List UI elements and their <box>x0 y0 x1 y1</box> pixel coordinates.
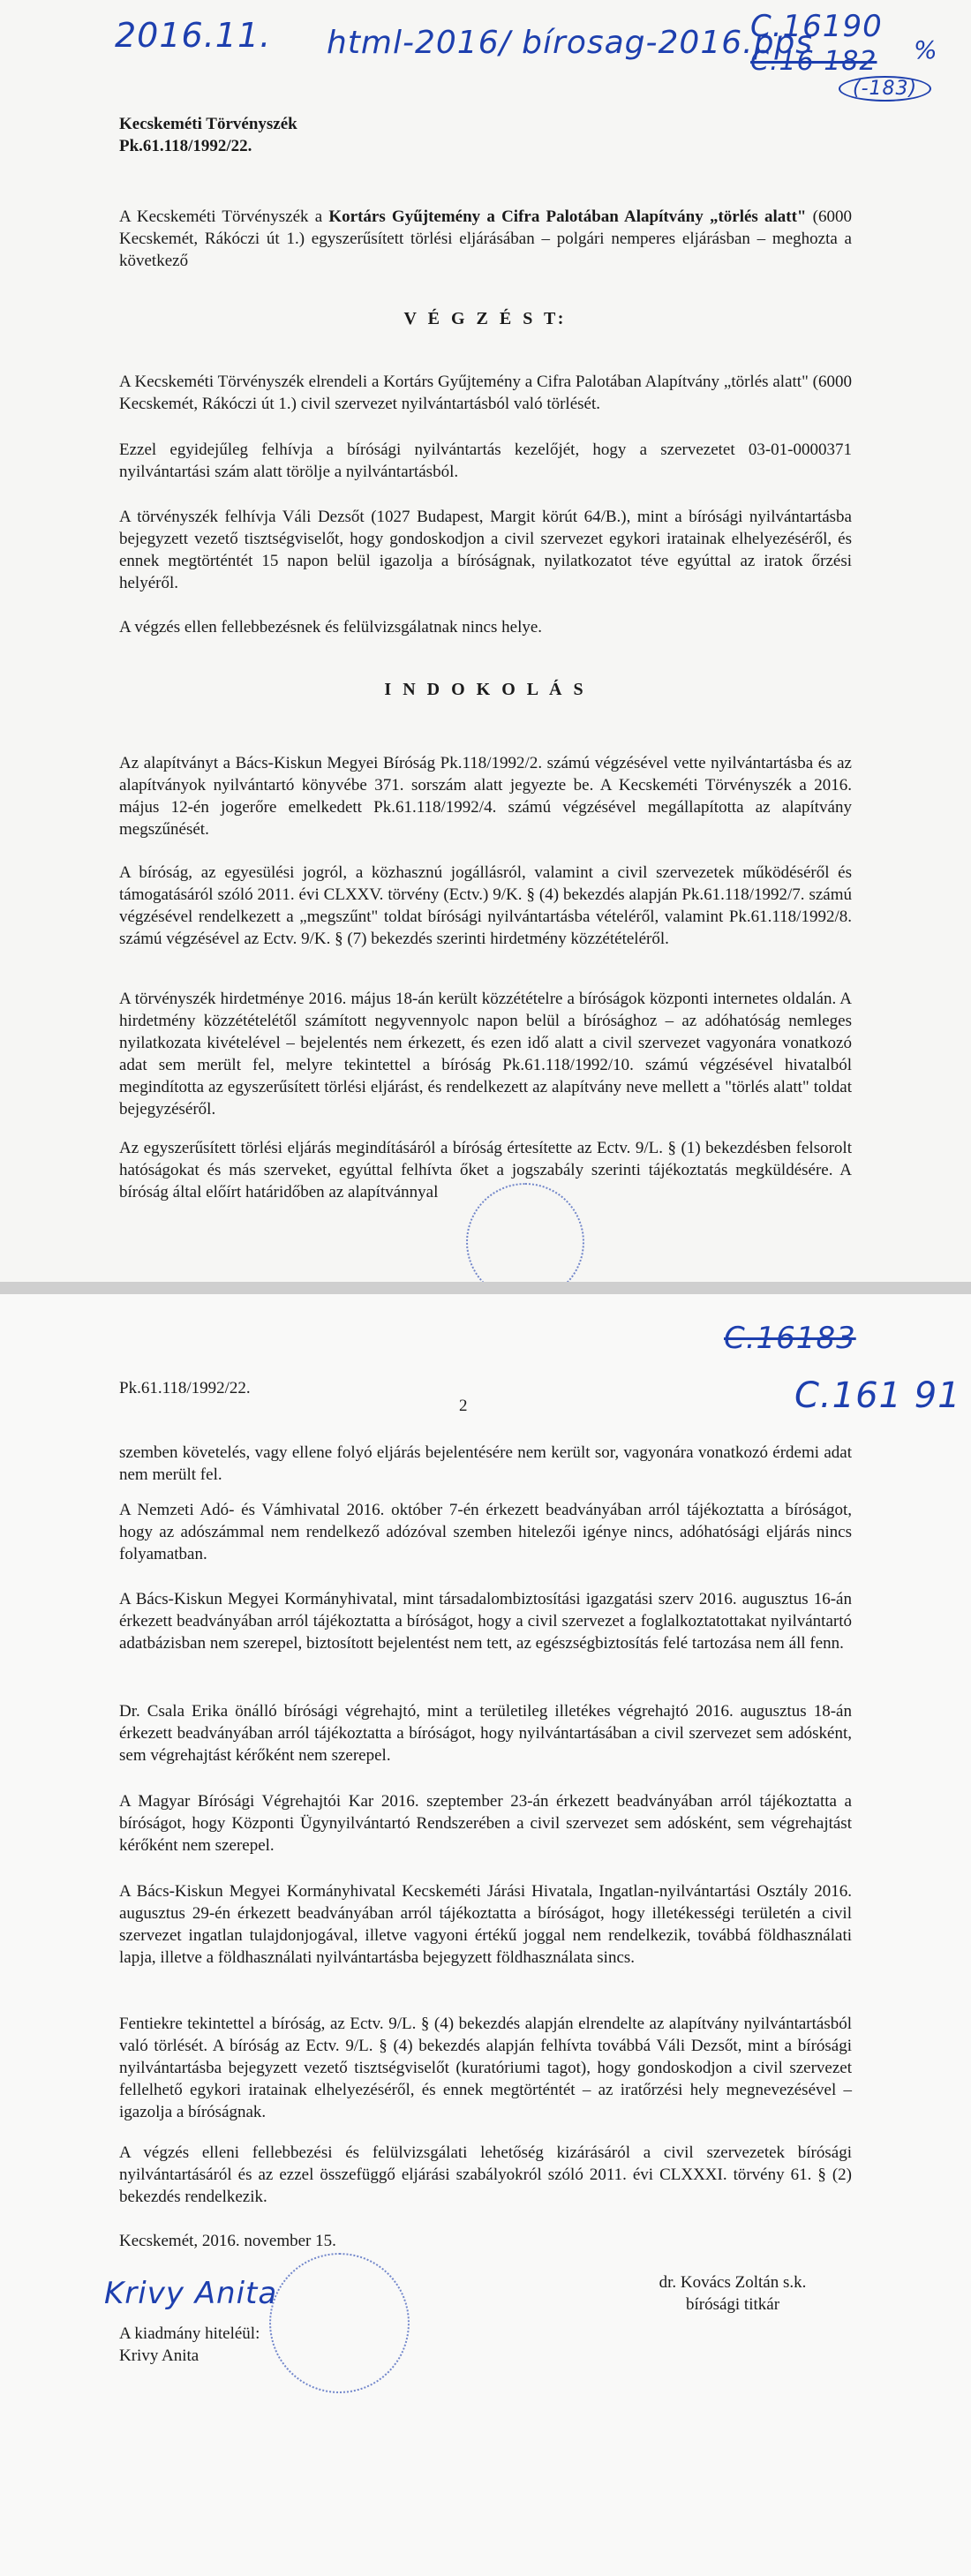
paragraph: A Nemzeti Adó- és Vámhivatal 2016. október 7-én érkezett beadványában arról tájékoztatta a bíróságot, hogy az adószámmal nem rendelkező adózóval szemben hitelezői igénye nincs, adóhatósági eljárás nincs folyamatban. <box>119 1501 852 1563</box>
handwritten-filename: html-2016/ bírosag-2016.pps <box>327 25 814 61</box>
paragraph: A törvényszék hirdetménye 2016. május 18-án került közzétételre a bíróságok központi internetes oldalán. A hirdetmény közzétételétől számított negyvennyolc napon belül a bírósághoz – az adóhatóság nemleges nyilatkozata kivételével – bejelentés nem érkezett, és ezen idő alatt a civil szervezet vagyonára vonatkozó adat sem merült fel, melyre tekintettel a bíróság Pk.61.118/1992/10. számú végzésével hivatalból megindította az egyszerűsített törlési eljárást, és rendelkezett az alapítvány neve mellett a "törlés alatt" toldat bejegyzéséről. <box>119 990 852 1119</box>
handwritten-date: 2016.11. <box>115 16 272 55</box>
case-number: Pk.61.118/1992/22. <box>119 137 252 155</box>
kiadmany-name: Krivy Anita <box>119 2346 199 2365</box>
vegzes-heading: V É G Z É S T: <box>403 309 568 328</box>
intro-paragraph: A Kecskeméti Törvényszék a Kortárs Gyűjtemény a Cifra Palotában Alapítvány „törlés alatt" (6000 Kecskemét, Rákóczi út 1.) egyszerűsített törlési eljárásában – polgári nemperes eljárásban – meghozta a következő <box>119 207 853 270</box>
page-number: 2 <box>459 1397 468 1415</box>
official-stamp <box>269 2253 410 2393</box>
paragraph: A végzés ellen fellebbezésnek és felülvizsgálatnak nincs helye. <box>119 618 543 636</box>
paragraph: Az alapítványt a Bács-Kiskun Megyei Bíróság Pk.118/1992/2. számú végzésével vette nyilvántartásba és az alapítványok nyilvántartó könyvébe 371. sorszám alatt jegyezte be. A Kecskeméti Törvényszék a 2016. május 12-én jogerőre emelkedett Pk.61.118/1992/4. számú végzésével megállapította az alapítvány megszűnését. <box>119 754 852 839</box>
scan-divider <box>0 1282 971 1294</box>
date-line: Kecskemét, 2016. november 15. <box>119 2232 336 2250</box>
paragraph: A Bács-Kiskun Megyei Kormányhivatal, mint társadalombiztosítási igazgatási szerv 2016. augusztus 16-án érkezett beadványában arról tájékoztatta a bíróságot, hogy a civil szervezet a foglalkoztatottakat nyilvántartó adatbázisban nem szerepel, biztosított bejelentést nem tett, az egészségbiztosítás felé tartozása nem áll fenn. <box>119 1590 852 1653</box>
court-name: Kecskeméti Törvényszék <box>119 115 297 133</box>
page-1 <box>0 0 971 1282</box>
paragraph: szemben követelés, vagy ellene folyó eljárás bejelentésére nem került sor, vagyonára vonatkozó érdemi adat nem merült fel. <box>119 1443 852 1484</box>
handwritten-ref-5: C.161 91 <box>794 1375 961 1416</box>
paragraph: A törvényszék felhívja Váli Dezsőt (1027 Budapest, Margit körút 64/B.), mint a bírósági nyilvántartásba bejegyzett vezető tisztségviselőt, hogy gondoskodjon a civil szervezet egykori iratainak elhelyezéséről, és ennek megtörténtét 15 napon belül igazolja a bíróságnak, nyilatkozatot téve egyúttal az iratok őrzési helyéről. <box>119 508 852 592</box>
paragraph: A Bács-Kiskun Megyei Kormányhivatal Kecskeméti Járási Hivatala, Ingatlan-nyilvántartási Osztály 2016. augusztus 29-én érkezett beadványában arról tájékoztatta a bíróságot, hogy illetékességi területén a civil szervezet ingatlan tulajdonjogával, illetve vagyoni értékű joggal nem rendelkezik, továbbá földhasználati lapja, illetve a földhasználati nyilvántartásba bejegyzett földhasználata sincs. <box>119 1882 852 1967</box>
signer-title: bírósági titkár <box>685 2295 780 2314</box>
handwritten-signature: Krivy Anita <box>104 2276 278 2311</box>
handwritten-percent: % <box>914 35 938 64</box>
paragraph: A végzés elleni fellebbezési és felülvizsgálati lehetőség kizárásáról a civil szervezetek bírósági nyilvántartásáról és az ezzel összefüggő eljárási szabályokról szóló 2011. évi CLXXXI. törvény 61. § (2) bekezdés rendelkezik. <box>119 2143 852 2206</box>
case-number: Pk.61.118/1992/22. <box>119 1379 251 1397</box>
paragraph: A Magyar Bírósági Végrehajtói Kar 2016. szeptember 23-án érkezett beadványában arról tájékoztatta a bíróságot, hogy Központi Ügynyilvántartó Rendszerében a civil szervezet sem adósként, sem végrehajtást kérőként nem szerepel. <box>119 1792 852 1855</box>
page-2 <box>0 1294 971 2576</box>
paragraph: A bíróság, az egyesülési jogról, a közhasznú jogállásról, valamint a civil szervezetek működéséről és támogatásáról szóló 2011. évi CLXXV. törvény (Ectv.) 9/K. § (4) bekezdés alapján Pk.61.118/1992/7. számú végzésével rendelkezett a „megszűnt" toldat bírósági nyilvántartásba vételéről, valamint Pk.61.118/1992/8. számú végzésével az Ectv. 9/K. § (7) bekezdés szerinti hirdetmény közzétételéről. <box>119 863 852 948</box>
handwritten-ref-4: C.16183 <box>724 1321 856 1356</box>
handwritten-ref-2: C.16 182 <box>750 46 877 77</box>
kiadmany-label: A kiadmány hiteléül: <box>119 2324 260 2343</box>
indokolas-heading: I N D O K O L Á S <box>384 680 587 699</box>
signer-name: dr. Kovács Zoltán s.k. <box>659 2273 807 2292</box>
paragraph: Ezzel egyidejűleg felhívja a bírósági nyilvántartás kezelőjét, hogy a szervezetet 03-01-0000371 nyilvántartási szám alatt törölje a nyilvántartásból. <box>119 441 852 481</box>
paragraph: Az egyszerűsített törlési eljárás megindításáról a bíróság értesítette az Ectv. 9/L. § (1) bekezdésben felsorolt hatóságokat és más szerveket, egyúttal felhívta őket a jogszabály szerinti tájékoztatás megküldésére. A bíróság által előírt határidőben az alapítvánnyal <box>119 1139 852 1201</box>
paragraph: Dr. Csala Erika önálló bírósági végrehajtó, mint a területileg illetékes végrehajtó 2016. augusztus 18-án érkezett beadványában arról tájékoztatta a bíróságot, hogy nyilvántartásában a civil szervezet sem adósként, sem végrehajtást kérőként nem szerepel. <box>119 1702 852 1765</box>
paragraph: Fentiekre tekintettel a bíróság, az Ectv. 9/L. § (4) bekezdés alapján elrendelte az alapítvány nyilvántartásból való törlését. A bíróság az Ectv. 9/L. § (4) bekezdés alapján felhívta továbbá Váli Dezsőt, mint a bírósági nyilvántartásba bejegyzett vezető tisztségviselőt (kuratóriumi tagot), hogy gondoskodjon a civil szervezet fellelhető egykori iratainak elhelyezéséről, és ennek megtörténtét – az iratőrzési hely megnevezésével – igazolja a bíróságnak. <box>119 2015 852 2121</box>
handwritten-ref-1: C.16190 <box>750 9 883 44</box>
paragraph: A Kecskeméti Törvényszék elrendeli a Kortárs Gyűjtemény a Cifra Palotában Alapítvány „törlés alatt" (6000 Kecskemét, Rákóczi út 1.) civil szervezet nyilvántartásból való törlését. <box>119 373 852 413</box>
handwritten-ref-3: (-183) <box>839 76 931 102</box>
